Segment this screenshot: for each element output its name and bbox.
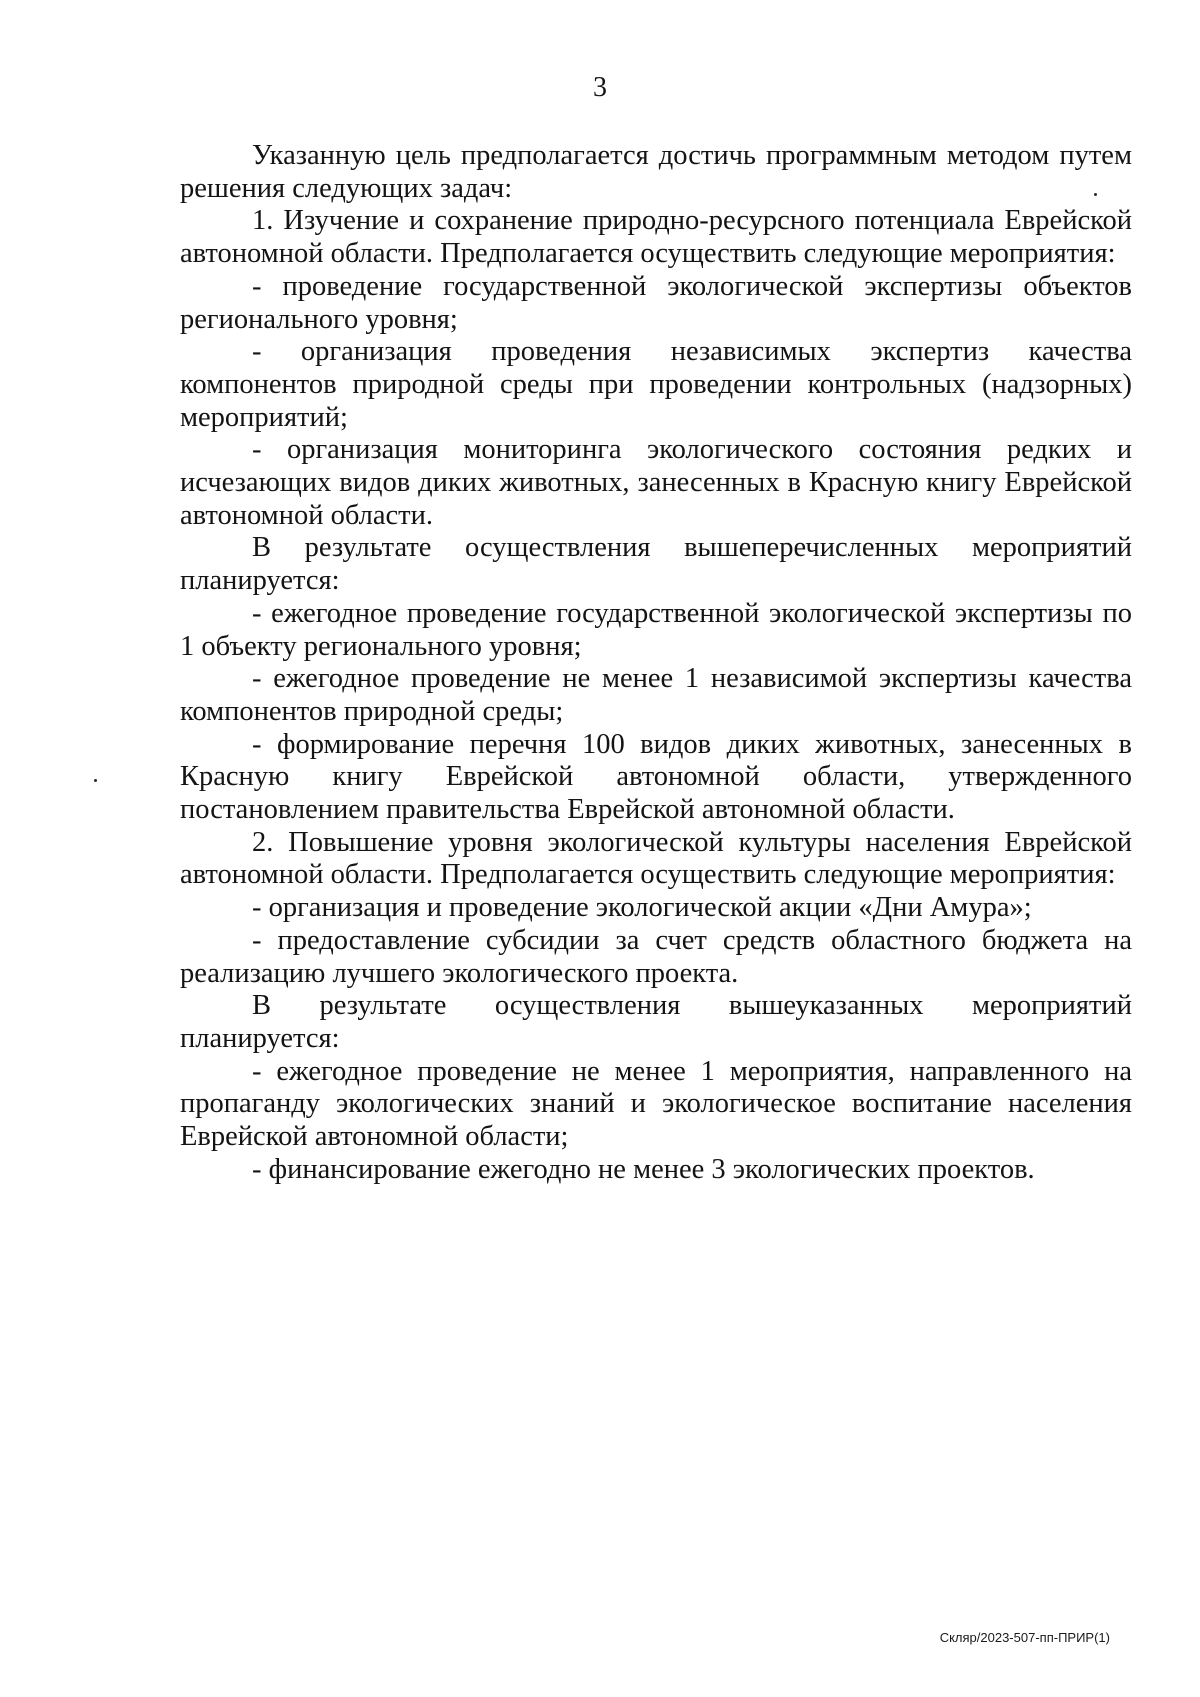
paragraph: В результате осуществления вышеуказанных мероприятий планируется: xyxy=(180,990,1132,1054)
paragraph: - организация проведения независимых экспертиз качества компонентов природной среды при проведении контрольных (надзорных) мероприятий; xyxy=(180,336,1132,433)
paragraph: - ежегодное проведение не менее 1 независимой экспертизы качества компонентов природной среды; xyxy=(180,663,1132,727)
scan-speck xyxy=(94,779,97,782)
paragraph: - проведение государственной экологической экспертизы объектов регионального уровня; xyxy=(180,270,1132,335)
paragraph: - организация мониторинга экологического состояния редких и исчезающих видов диких животных, занесенных в Красную книгу Еврейской автономной области. xyxy=(180,434,1132,531)
paragraph: - ежегодное проведение не менее 1 мероприятия, направленного на пропаганду экологических знаний и экологическое воспитание населения Еврейской автономной области; xyxy=(180,1055,1132,1153)
page-number: 3 xyxy=(593,72,607,103)
paragraph: - организация и проведение экологической акции «Дни Амура»; xyxy=(252,892,1032,924)
paragraph: 2. Повышение уровня экологической культуры населения Еврейской автономной области. Предполагается осуществить следующие мероприятия: xyxy=(180,826,1132,891)
paragraph: 1. Изучение и сохранение природно-ресурсного потенциала Еврейской автономной области. Предполагается осуществить следующие мероприятия: xyxy=(180,205,1132,270)
paragraph: - формирование перечня 100 видов диких животных, занесенных в Красную книгу Еврейской автономной области, утвержденного постановлением правительства Еврейской автономной области. xyxy=(180,728,1132,826)
paragraph: - предоставление субсидии за счет средств областного бюджета на реализацию лучшего экологического проекта. xyxy=(180,924,1132,989)
document-code: Скляр/2023-507-пп-ПРИР(1) xyxy=(939,1630,1110,1645)
document-body xyxy=(180,140,1132,1187)
scan-speck xyxy=(1094,193,1097,196)
paragraph: - финансирование ежегодно не менее 3 экологических проектов. xyxy=(252,1153,1035,1185)
paragraph: Указанную цель предполагается достичь программным методом путем решения следующих задач: xyxy=(180,140,1132,204)
paragraph: - ежегодное проведение государственной экологической экспертизы по 1 объекту регионального уровня; xyxy=(180,597,1132,662)
paragraph: В результате осуществления вышеперечисленных мероприятий планируется: xyxy=(180,532,1132,597)
